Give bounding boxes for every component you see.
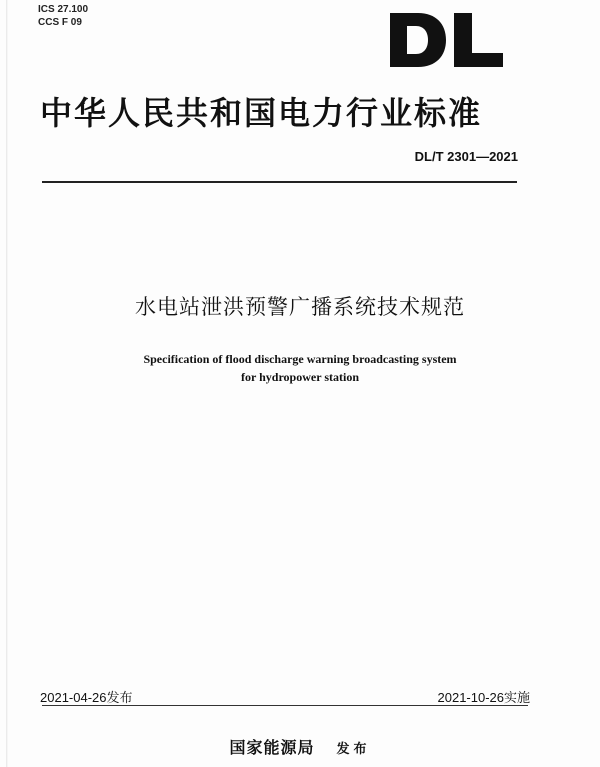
implementation-date: 2021-10-26实施 bbox=[437, 690, 530, 705]
ics-code: ICS 27.100 bbox=[38, 4, 89, 15]
english-title-line-2: for hydropower station bbox=[240, 370, 359, 384]
ccs-code: CCS F 09 bbox=[38, 17, 82, 28]
header-divider bbox=[42, 181, 517, 183]
issuing-authority bbox=[0, 735, 600, 758]
industry-standard-title: 中华人民共和国电力行业标准 bbox=[40, 94, 483, 132]
dl-logo-icon bbox=[388, 10, 506, 70]
issuer-action: 发布 bbox=[336, 742, 371, 757]
standard-number: DL/T 2301—2021 bbox=[414, 149, 518, 164]
document-title-english bbox=[0, 350, 600, 386]
issue-date: 2021-04-26发布 bbox=[40, 690, 133, 705]
document-title-chinese: 水电站泄洪预警广播系统技术规范 bbox=[135, 295, 465, 319]
issuer-name: 国家能源局 bbox=[229, 738, 315, 757]
english-title-line-1: Specification of flood discharge warning broadcasting system bbox=[143, 352, 457, 366]
footer-divider bbox=[42, 705, 528, 706]
classification-codes bbox=[38, 3, 88, 29]
